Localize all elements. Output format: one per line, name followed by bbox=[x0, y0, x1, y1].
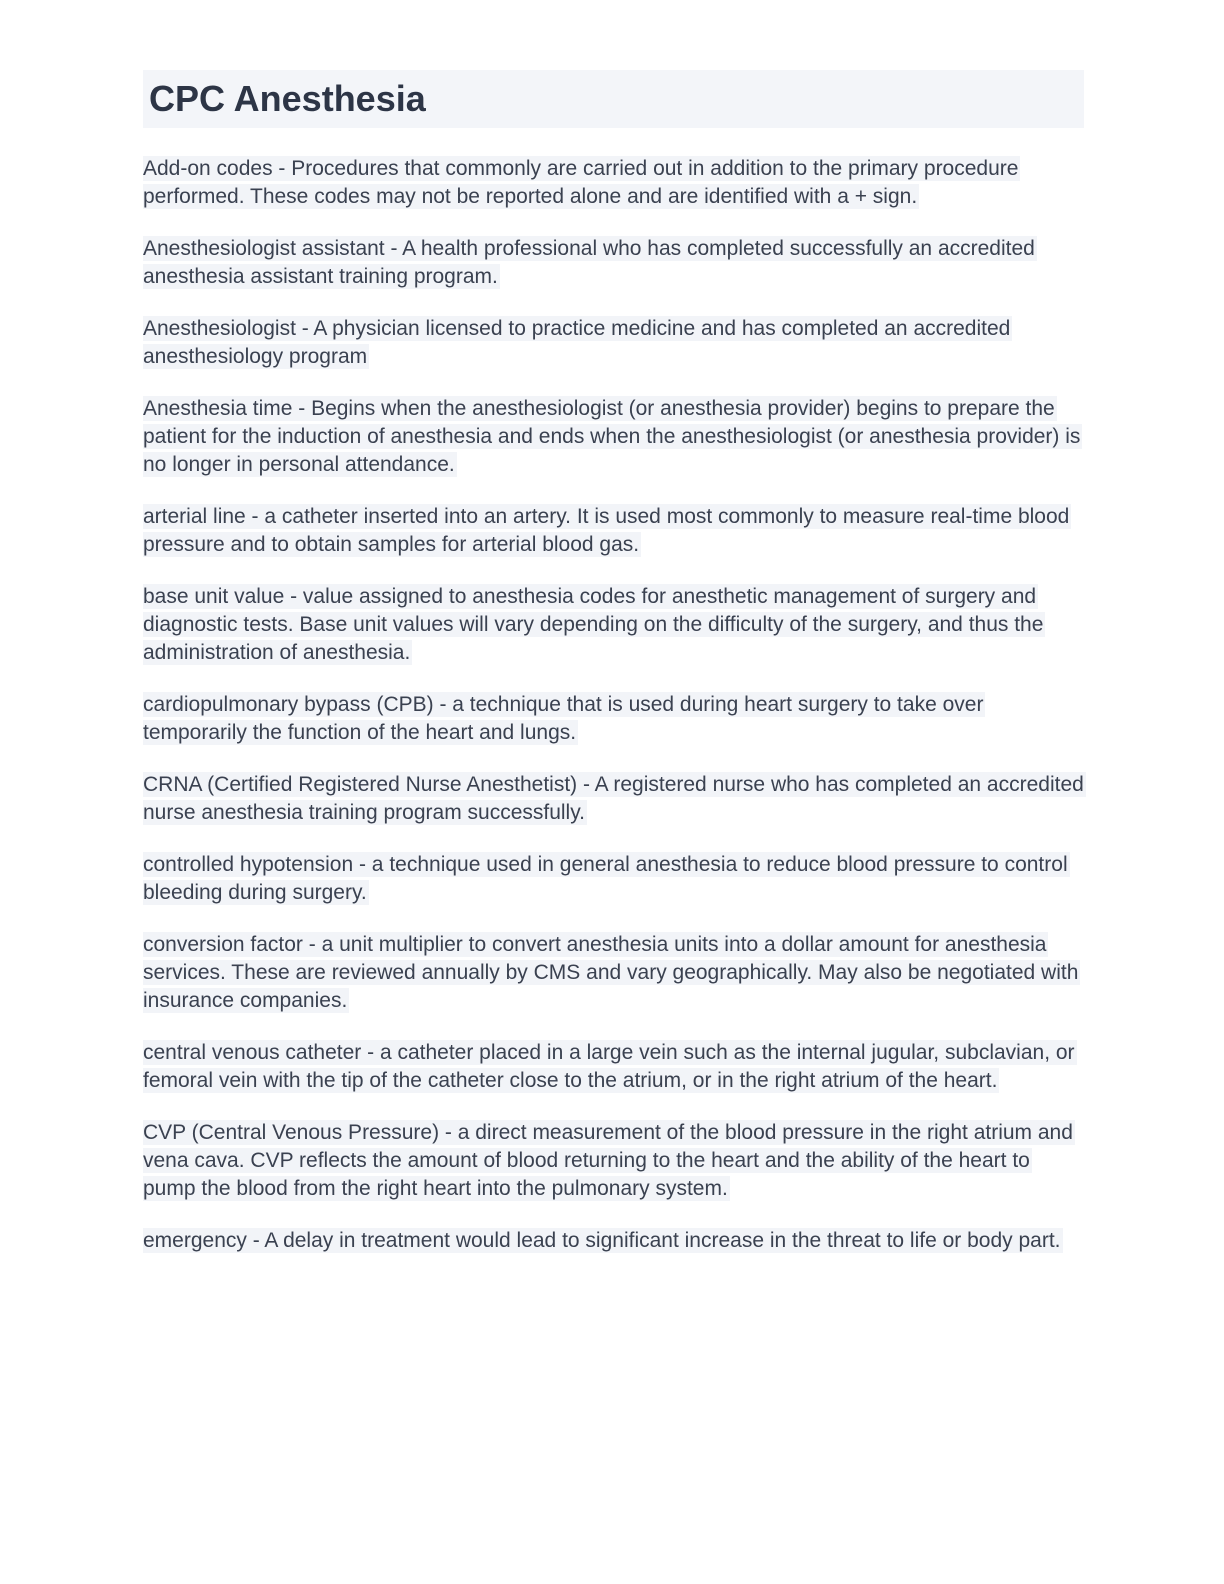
definition-text: emergency - A delay in treatment would lead to significant increase in the threat to life or body part. bbox=[143, 1229, 1061, 1252]
definition-paragraph bbox=[143, 155, 1084, 211]
definition-paragraph bbox=[143, 931, 1084, 1015]
definition-paragraph bbox=[143, 771, 1084, 827]
definition-paragraph bbox=[143, 1119, 1084, 1203]
definition-text: cardiopulmonary bypass (CPB) - a technique that is used during heart surgery to take over temporarily the function of the heart and lungs. bbox=[143, 693, 984, 744]
page-title: CPC Anesthesia bbox=[143, 70, 1084, 128]
definition-text: Anesthesiologist assistant - A health professional who has completed successfully an accredited anesthesia assistant training program. bbox=[143, 237, 1035, 288]
definition-paragraph bbox=[143, 395, 1084, 479]
definition-text: Add-on codes - Procedures that commonly are carried out in addition to the primary procedure performed. These codes may not be reported alone and are identified with a + sign. bbox=[143, 157, 1019, 208]
definition-paragraph bbox=[143, 1227, 1084, 1255]
definition-list bbox=[143, 155, 1084, 1255]
definition-text: controlled hypotension - a technique used in general anesthesia to reduce blood pressure to control bleeding during surgery. bbox=[143, 853, 1068, 904]
definition-paragraph bbox=[143, 691, 1084, 747]
definition-paragraph bbox=[143, 503, 1084, 559]
definition-text: CRNA (Certified Registered Nurse Anesthetist) - A registered nurse who has completed an accredited nurse anesthesia training program successfully. bbox=[143, 773, 1084, 824]
definition-text: Anesthesia time - Begins when the anesthesiologist (or anesthesia provider) begins to prepare the patient for the induction of anesthesia and ends when the anesthesiologist (or anesthesia provider) is no longer in personal attendance. bbox=[143, 397, 1081, 476]
definition-text: base unit value - value assigned to anesthesia codes for anesthetic management of surgery and diagnostic tests. Base unit values will vary depending on the difficulty of the surgery, and thus the administration of anesthesia. bbox=[143, 585, 1044, 664]
definition-paragraph bbox=[143, 851, 1084, 907]
definition-text: CVP (Central Venous Pressure) - a direct measurement of the blood pressure in the right atrium and vena cava. CVP reflects the amount of blood returning to the heart and the ability of the heart to pump the blood from the right heart into the pulmonary system. bbox=[143, 1121, 1073, 1200]
definition-text: conversion factor - a unit multiplier to convert anesthesia units into a dollar amount for anesthesia services. These are reviewed annually by CMS and vary geographically. May also be negotiated with insurance companies. bbox=[143, 933, 1079, 1012]
definition-text: Anesthesiologist - A physician licensed to practice medicine and has completed an accredited anesthesiology program bbox=[143, 317, 1011, 368]
definition-text: central venous catheter - a catheter placed in a large vein such as the internal jugular, subclavian, or femoral vein with the tip of the catheter close to the atrium, or in the right atrium of the heart. bbox=[143, 1041, 1075, 1092]
definition-text: arterial line - a catheter inserted into an artery. It is used most commonly to measure real-time blood pressure and to obtain samples for arterial blood gas. bbox=[143, 505, 1070, 556]
definition-paragraph bbox=[143, 235, 1084, 291]
definition-paragraph bbox=[143, 1039, 1084, 1095]
definition-paragraph bbox=[143, 583, 1084, 667]
page-content bbox=[143, 70, 1084, 1255]
definition-paragraph bbox=[143, 315, 1084, 371]
